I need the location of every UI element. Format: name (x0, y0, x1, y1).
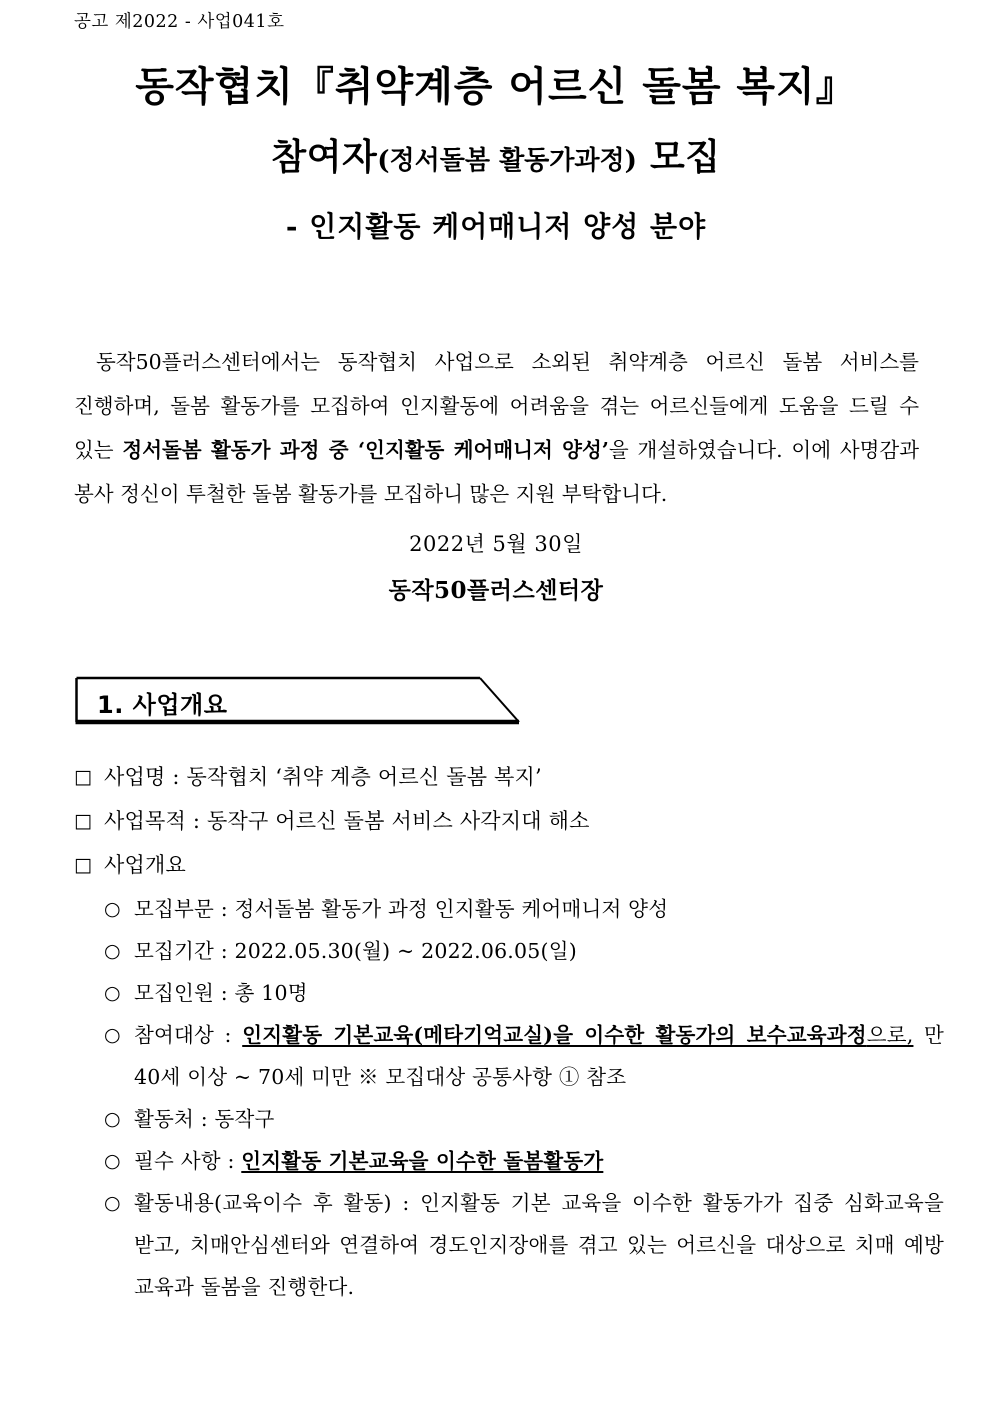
page-title-sub-a: 참여자 (271, 136, 378, 178)
intro-text-part1: 동작50플러스센터에서는 동작협치 사업으로 소외된 취약계층 어르신 돌봄 서비스를 진행하며, 돌봄 활동가를 모집하여 인지활동에 어려움을 겪는 어르신들에게 도움을 드릴 수 있는 (74, 350, 919, 462)
circle-bullet-icon: ○ (104, 940, 121, 962)
sub-item-label (134, 1182, 944, 1308)
sub-item-eligibility (104, 1014, 944, 1098)
sub-item-label: 모집부문 : 정서돌봄 활동가 과정 인지활동 케어매니저 양성 (134, 897, 669, 921)
activity-detail-prefix: 활동내용(교육이수 후 활동) (134, 1191, 392, 1215)
eligibility-suffix: 만 40세 이상 ~ 70세 미만 ※ 모집대상 공통사항 ① 참조 (134, 1023, 944, 1089)
circle-bullet-icon: ○ (104, 1108, 121, 1130)
sub-item-activity-area (104, 1098, 944, 1140)
list-item-project-purpose (74, 800, 944, 842)
section-title: 1. 사업개요 (97, 691, 228, 719)
list-item-project-name (74, 756, 944, 798)
circle-bullet-icon: ○ (104, 1150, 121, 1172)
eligibility-emphasis: 인지활동 기본교육(메타기억교실)을 이수한 활동가의 보수교육과정 (242, 1023, 867, 1047)
sub-item-recruit-count (104, 972, 944, 1014)
list-item-label: 사업명 : 동작협치 ‘취약 계층 어르신 돌봄 복지’ (104, 765, 542, 789)
page-title-sub (0, 134, 992, 181)
list-item-label: 사업목적 : 동작구 어르신 돌봄 서비스 사각지대 해소 (104, 809, 590, 833)
eligibility-prefix: 참여대상 : (134, 1023, 243, 1047)
eligibility-underline-tail: 으로, (866, 1023, 914, 1047)
circle-bullet-icon: ○ (104, 1024, 121, 1046)
sub-item-recruit-field (104, 888, 944, 930)
sub-list (104, 888, 944, 1308)
square-bullet-icon: □ (74, 854, 93, 876)
sub-item-recruit-period (104, 930, 944, 972)
document-number: 공고 제2022 - 사업041호 (74, 12, 285, 32)
signoff-block (0, 528, 992, 605)
circle-bullet-icon: ○ (104, 898, 121, 920)
list-item-project-overview (74, 844, 944, 886)
page-title-main: 동작협치『취약계층 어르신 돌봄 복지』 (135, 63, 857, 110)
intro-text-emphasis: 정서돌봄 활동가 과정 중 ‘인지활동 케어매니저 양성’ (122, 438, 609, 462)
requirement-emphasis: 인지활동 기본교육을 이수한 돌봄활동가 (241, 1149, 604, 1173)
page-title-sub-paren: (정서돌봄 활동가과정) (377, 146, 637, 176)
sub-item-label (134, 1014, 944, 1098)
intro-paragraph (74, 340, 919, 516)
sub-item-label: 모집기간 : 2022.05.30(월) ~ 2022.06.05(일) (134, 939, 577, 963)
intro-text-part2: 을 개설하였습니다. 이에 사명감과 봉사 정신이 투철한 돌봄 활동가를 모집하니 많은 지원 부탁합니다. (74, 438, 919, 506)
list-item-label: 사업개요 (104, 853, 186, 877)
sub-item-requirement (104, 1140, 944, 1182)
signoff-organization: 동작50플러스센터장 (388, 576, 604, 604)
section1-content (74, 756, 944, 1308)
page-title-field: - 인지활동 케어매니저 양성 분야 (285, 209, 707, 243)
title-block (0, 62, 992, 245)
sub-item-label (134, 1140, 944, 1182)
sub-item-activity-detail (104, 1182, 944, 1308)
circle-bullet-icon: ○ (104, 1192, 121, 1214)
requirement-prefix: 필수 사항 : (134, 1149, 242, 1173)
sub-item-label: 모집인원 : 총 10명 (134, 981, 308, 1005)
page-title-sub-b: 모집 (650, 136, 721, 178)
signoff-date: 2022년 5월 30일 (409, 532, 583, 556)
square-bullet-icon: □ (74, 810, 93, 832)
sub-item-label: 활동처 : 동작구 (134, 1107, 275, 1131)
section-banner (75, 676, 520, 726)
activity-detail-text: : 인지활동 기본 교육을 이수한 활동가가 집중 심화교육을 받고, 치매안심센터와 연결하여 경도인지장애를 겪고 있는 어르신을 대상으로 치매 예방 교육과 돌봄을 진행한다. (134, 1191, 944, 1299)
square-bullet-icon: □ (74, 766, 93, 788)
circle-bullet-icon: ○ (104, 982, 121, 1004)
